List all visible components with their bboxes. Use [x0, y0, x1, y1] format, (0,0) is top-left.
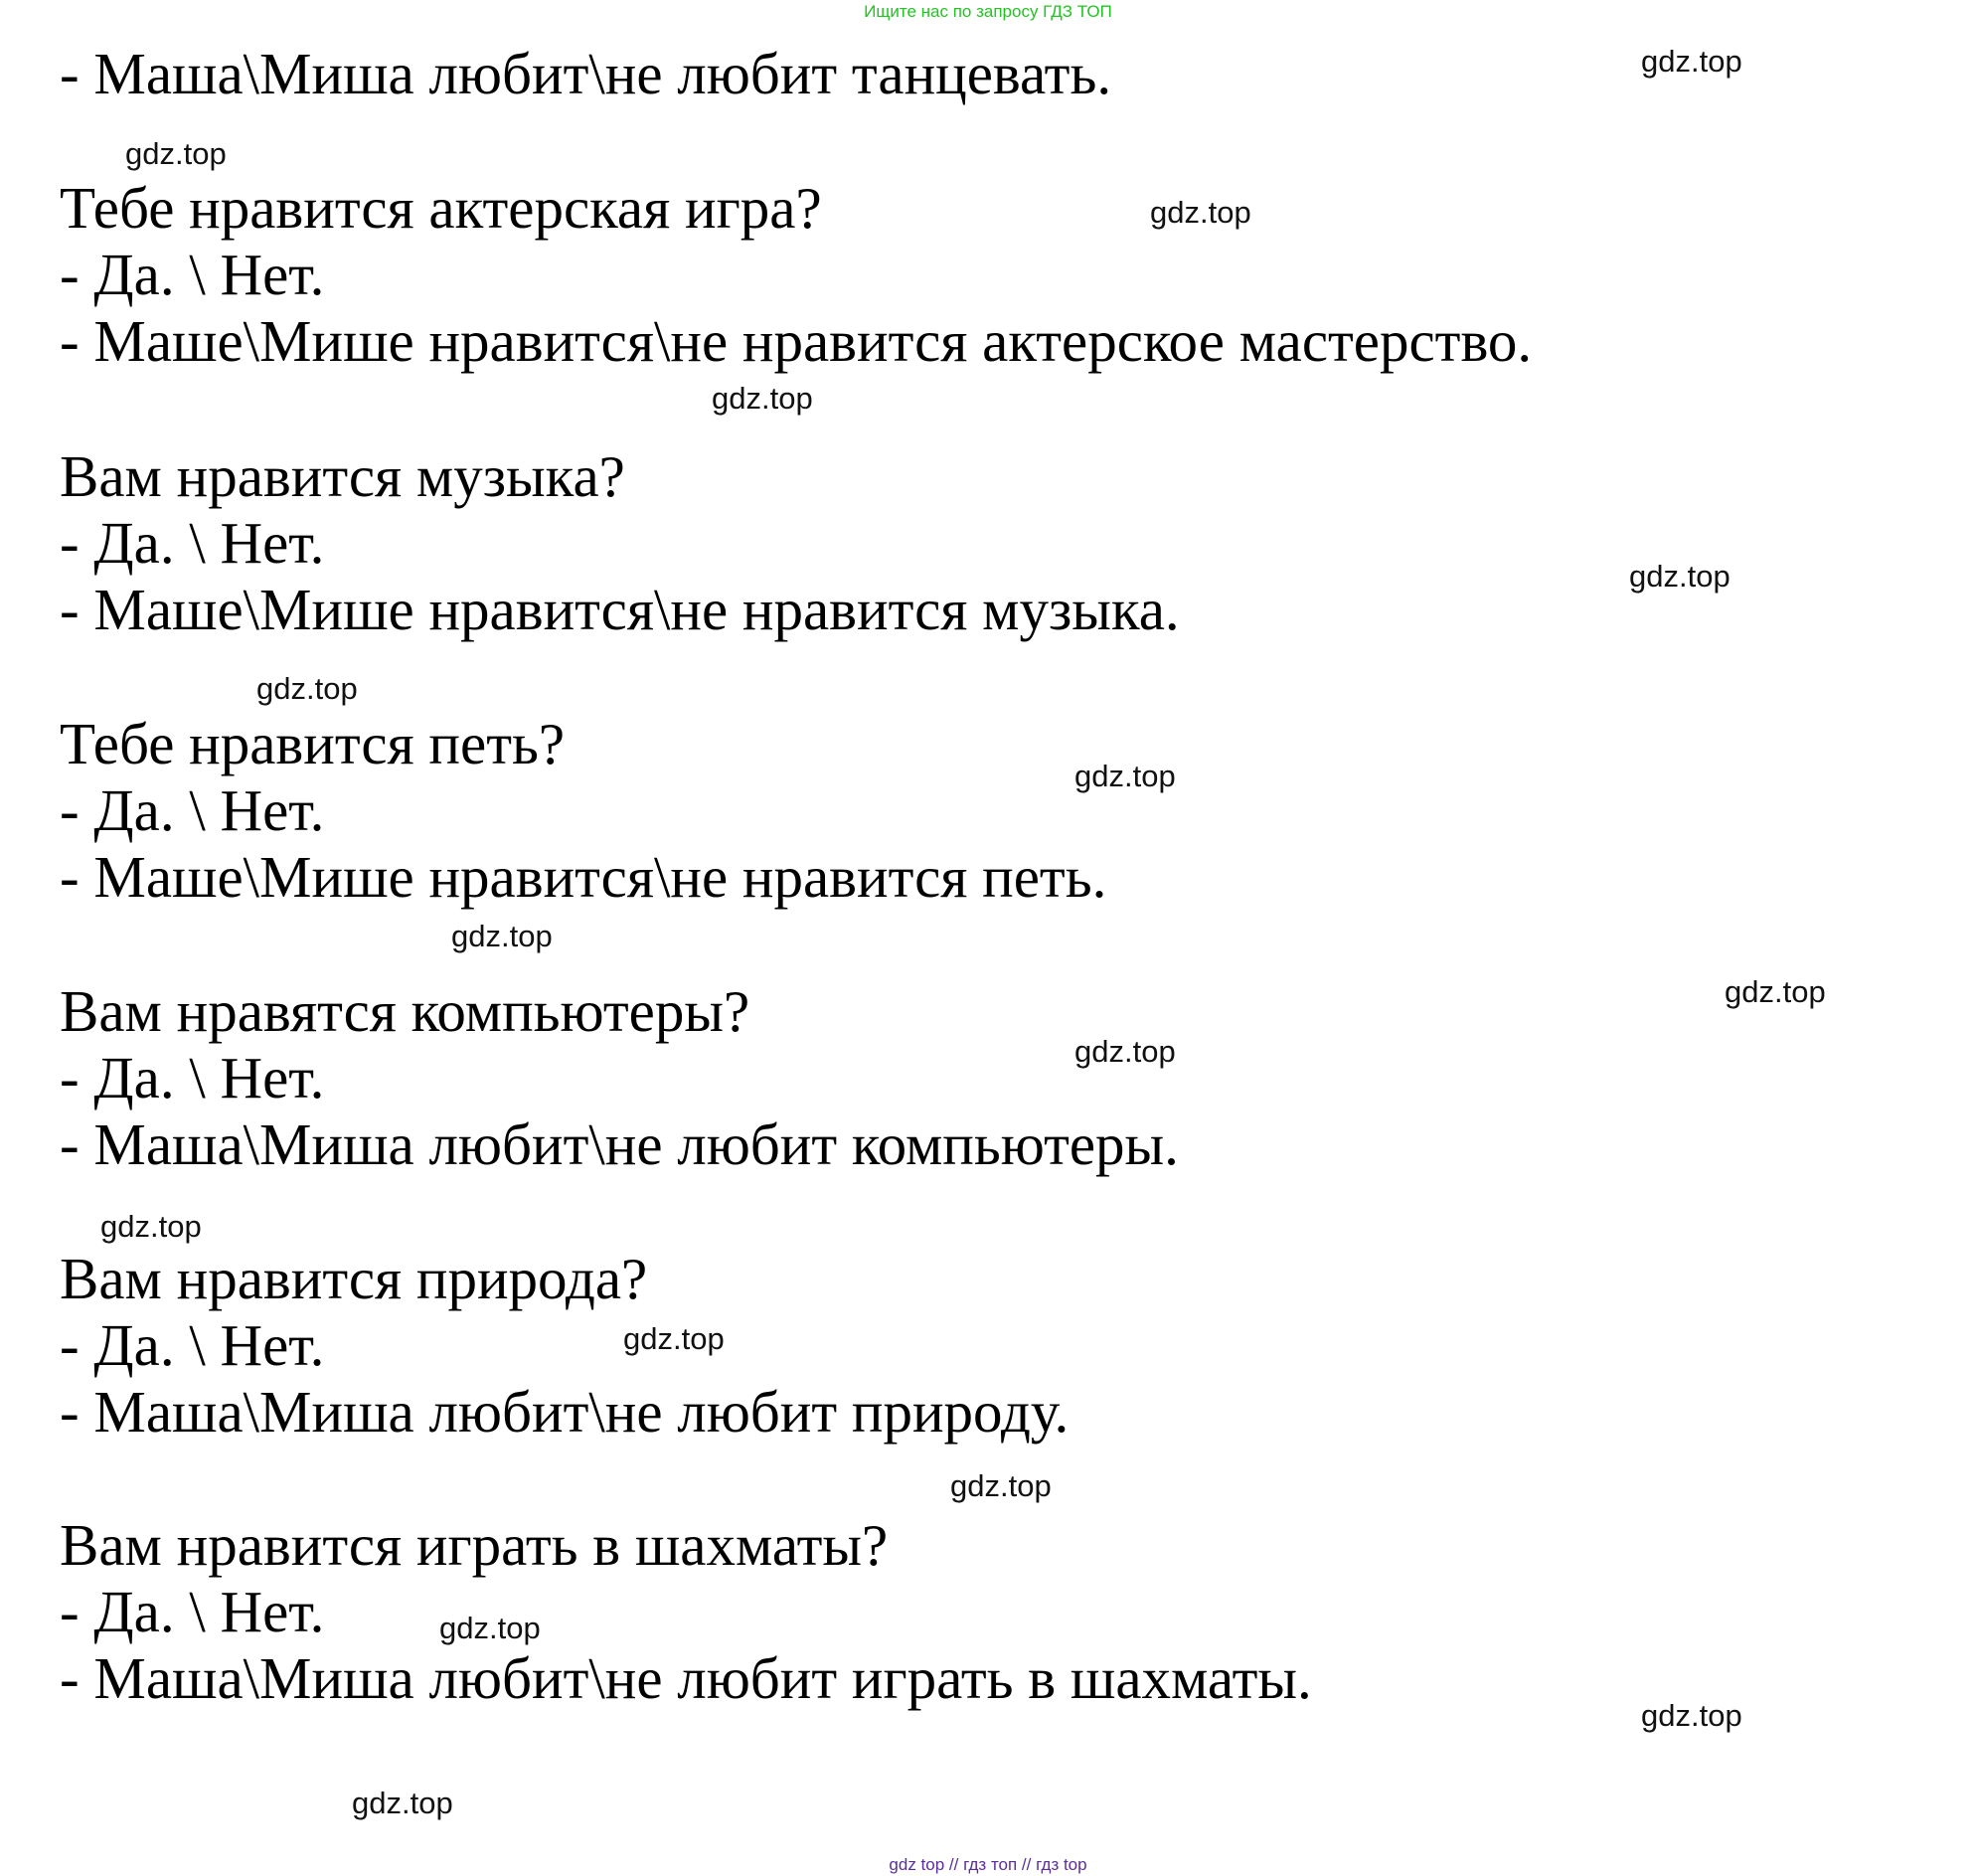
- watermark: gdz.top: [256, 671, 358, 706]
- answer-line: - Маша\Миша любит\не любит танцевать.: [60, 41, 1112, 106]
- search-hint-banner: Ищите нас по запросу ГДЗ ТОП: [864, 2, 1112, 21]
- question-line: Вам нравятся компьютеры?: [60, 978, 750, 1044]
- question-line: Вам нравится природа?: [60, 1246, 648, 1311]
- watermark: gdz.top: [1074, 1034, 1176, 1069]
- question-line: Вам нравится играть в шахматы?: [60, 1512, 889, 1578]
- answer-line: - Маше\Мише нравится\не нравится актерское мастерство.: [60, 308, 1533, 374]
- question-line: Тебе нравится актерская игра?: [60, 175, 822, 241]
- answer-line: - Маша\Миша любит\не любит компьютеры.: [60, 1111, 1179, 1177]
- watermark: gdz.top: [1150, 195, 1251, 230]
- watermark: gdz.top: [439, 1611, 541, 1645]
- answer-line: - Маше\Мише нравится\не нравится музыка.: [60, 577, 1180, 642]
- watermark: gdz.top: [623, 1321, 725, 1356]
- answer-line: - Да. \ Нет.: [60, 1312, 325, 1378]
- answer-line: - Да. \ Нет.: [60, 1579, 325, 1644]
- watermark: gdz.top: [712, 381, 813, 416]
- question-line: Вам нравится музыка?: [60, 443, 625, 509]
- watermark: gdz.top: [1641, 44, 1742, 79]
- footer-watermark: gdz top // гдз топ // гдз top: [889, 1855, 1087, 1874]
- question-line: Тебе нравится петь?: [60, 711, 566, 776]
- watermark: gdz.top: [125, 136, 227, 171]
- watermark: gdz.top: [1074, 759, 1176, 793]
- watermark: gdz.top: [1641, 1698, 1742, 1733]
- watermark: gdz.top: [352, 1786, 453, 1820]
- answer-line: - Маше\Мише нравится\не нравится петь.: [60, 844, 1107, 910]
- answer-line: - Да. \ Нет.: [60, 510, 325, 576]
- answer-line: - Да. \ Нет.: [60, 1045, 325, 1110]
- watermark: gdz.top: [950, 1468, 1052, 1503]
- watermark: gdz.top: [1725, 974, 1826, 1009]
- watermark: gdz.top: [451, 919, 553, 953]
- answer-line: - Маша\Миша любит\не любит играть в шахматы.: [60, 1645, 1312, 1711]
- watermark: gdz.top: [100, 1209, 202, 1244]
- answer-line: - Да. \ Нет.: [60, 242, 325, 307]
- answer-line: - Да. \ Нет.: [60, 777, 325, 843]
- watermark: gdz.top: [1629, 559, 1730, 594]
- answer-line: - Маша\Миша любит\не любит природу.: [60, 1379, 1070, 1445]
